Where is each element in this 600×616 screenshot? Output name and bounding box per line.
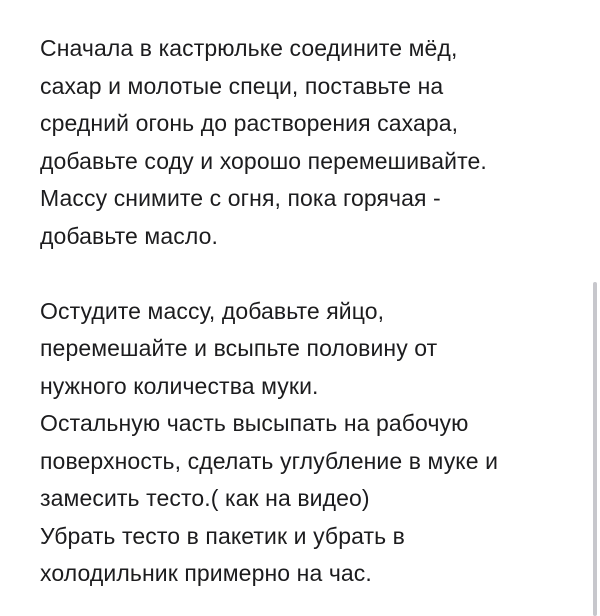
text-line: Сначала в кастрюльке соедините мёд, [40, 35, 458, 61]
text-line: добавьте соду и хорошо перемешивайте. [40, 147, 487, 174]
text-line: поверхность, сделать углубление в муке и [40, 447, 499, 474]
vertical-scrollbar[interactable] [593, 282, 597, 616]
paragraph-1 [40, 30, 585, 255]
text-line: Остальную часть высыпать на рабочую [40, 410, 469, 436]
paragraph-spacer [40, 255, 585, 293]
text-line: Остудите массу, добавьте яйцо, [40, 297, 385, 324]
text-line: Убрать тесто в пакетик и убрать в [40, 522, 405, 549]
text-line: Массу снимите с огня, пока горячая - [40, 185, 441, 211]
note-body[interactable] [40, 30, 585, 593]
text-line: перемешайте и всыпьте половину от [40, 335, 438, 361]
text-line: нужного количества муки. [40, 372, 319, 399]
text-line: замесить тесто.( как на видео) [40, 485, 370, 511]
text-line: средний огонь до растворения сахара, [40, 110, 459, 136]
text-line: холодильник примерно на час. [40, 560, 372, 586]
paragraph-2 [40, 293, 585, 593]
text-line: сахар и молотые специ, поставьте на [40, 72, 444, 99]
text-line: добавьте масло. [40, 222, 218, 249]
